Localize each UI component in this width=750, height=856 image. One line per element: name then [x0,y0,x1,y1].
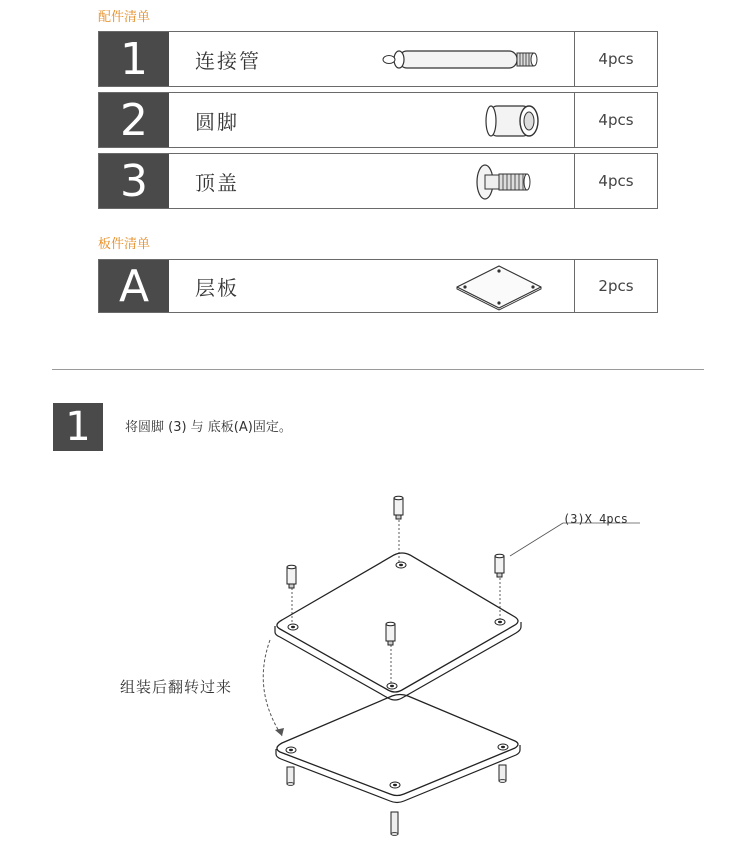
part-name: 圆脚 [195,109,239,134]
step-instruction: 将圆脚 (3) 与 底板(A)固定。 [125,420,292,435]
part-quantity: 4pcs [598,50,634,68]
boards-section-title: 板件清单 [98,237,151,252]
flip-arrow-icon [263,640,282,736]
board-name: 层板 [195,275,239,300]
part-number: 1 [99,32,169,86]
flip-note: 组装后翻转过来 [120,678,233,696]
part-number: 2 [99,93,169,147]
board-letter: A [99,260,169,312]
top-board [275,553,521,700]
board-quantity: 2pcs [598,277,634,295]
part-quantity: 4pcs [598,172,634,190]
part-name: 顶盖 [195,170,239,195]
part-name: 连接管 [195,48,261,73]
parts-section-title: 配件清单 [98,10,151,25]
quantity-callout: (3)X 4pcs [563,512,629,526]
step-number-badge: 1 [53,403,103,451]
part-quantity: 4pcs [598,111,634,129]
part-number: 3 [99,154,169,208]
bottom-board [276,695,520,836]
